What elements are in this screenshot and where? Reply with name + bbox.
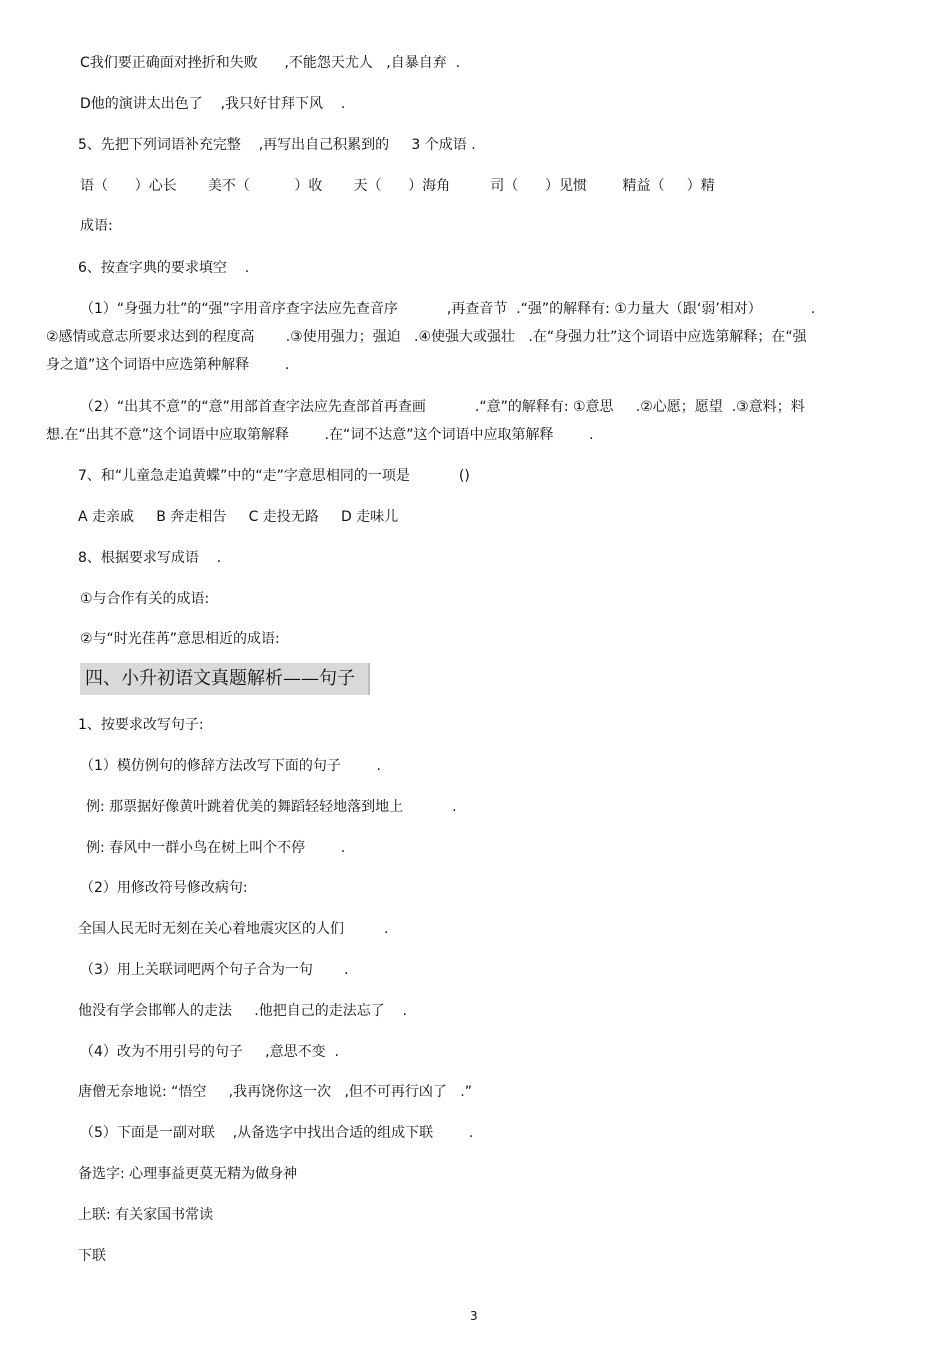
section-heading-text: 四、小升初语文真题解析——句子 <box>85 668 355 689</box>
sentence-part4: （4）改为不用引号的句子 ,意思不变 . <box>80 1044 339 1060</box>
q6-part1-line3: 身之道”这个词语中应选第种解释 . <box>46 357 290 373</box>
section-heading <box>80 663 370 695</box>
idiom-blanks: 语（ ）心长 美不（ ）收 天（ ）海角 司（ ）见惯 精益（ ）精 <box>80 178 715 194</box>
lower-couplet-label: 下联 <box>78 1248 106 1264</box>
sentence-part5: （5）下面是一副对联 ,从备选字中找出合适的组成下联 . <box>80 1125 474 1141</box>
q6-part2-line2: 想.在“出其不意”这个词语中应取第解释 .在“词不达意”这个词语中应取第解释 . <box>46 427 594 443</box>
q6-part1-line1: （1）“身强力壮”的“强”字用音序查字法应先查音序 ,再查音节 .“强”的解释有: ①力量大（跟‘弱’相对） . <box>80 301 816 317</box>
example-1: 例: 那票据好像黄叶跳着优美的舞蹈轻轻地落到地上 . <box>86 799 457 815</box>
q6-part2-line1: （2）“出其不意”的“意”用部首查字法应先查部首再查画 .“意”的解释有: ①意思 .②心愿；愿望 .③意料；料 <box>80 399 805 415</box>
sentence-part1: （1）模仿例句的修辞方法改写下面的句子 . <box>80 758 381 774</box>
question-5: 5、先把下列词语补充完整 ,再写出自己积累到的 3 个成语 . <box>78 137 476 153</box>
sentence-part3: （3）用上关联词吧两个句子合为一句 . <box>80 962 349 978</box>
sentence-question-1: 1、按要求改写句子: <box>78 717 204 733</box>
question-6: 6、按查字典的要求填空 . <box>78 260 250 276</box>
faulty-sentence: 全国人民无时无刻在关心着地震灾区的人们 . <box>78 921 389 937</box>
q8-item1: ①与合作有关的成语: <box>80 591 210 607</box>
question-7: 7、和“儿童急走追黄蝶”中的“走”字意思相同的一项是 () <box>78 468 470 484</box>
q7-options: A 走亲戚 B 奔走相告 C 走投无路 D 走味儿 <box>78 509 399 525</box>
question-8: 8、根据要求写成语 . <box>78 550 222 566</box>
page-number: 3 <box>470 1309 478 1323</box>
sentence-part2: （2）用修改符号修改病句: <box>80 880 248 896</box>
idiom-answer-label: 成语: <box>80 218 113 234</box>
upper-couplet: 上联: 有关家国书常读 <box>78 1207 214 1223</box>
q8-item2: ②与“时光荏苒”意思相近的成语: <box>80 631 280 647</box>
sentence-part3-text: 他没有学会邯郸人的走法 .他把自己的走法忘了 . <box>78 1003 407 1019</box>
q6-part1-line2: ②感情或意志所要求达到的程度高 .③使用强力；强迫 .④使强大或强壮 .在“身强力壮”这个词语中应选第解释；在“强 <box>46 329 807 345</box>
example-2: 例: 春风中一群小鸟在树上叫个不停 . <box>86 840 346 856</box>
candidate-characters: 备选字: 心理事益更莫无精为做身神 <box>78 1166 298 1182</box>
option-d-line: D他的演讲太出色了 ,我只好甘拜下风 . <box>80 96 346 112</box>
sentence-part4-text: 唐僧无奈地说: “悟空 ,我再饶你这一次 ,但不可再行凶了 .” <box>78 1084 472 1100</box>
option-c-line: C我们要正确面对挫折和失败 ,不能怨天尤人 ,自暴自弃 . <box>80 55 461 71</box>
